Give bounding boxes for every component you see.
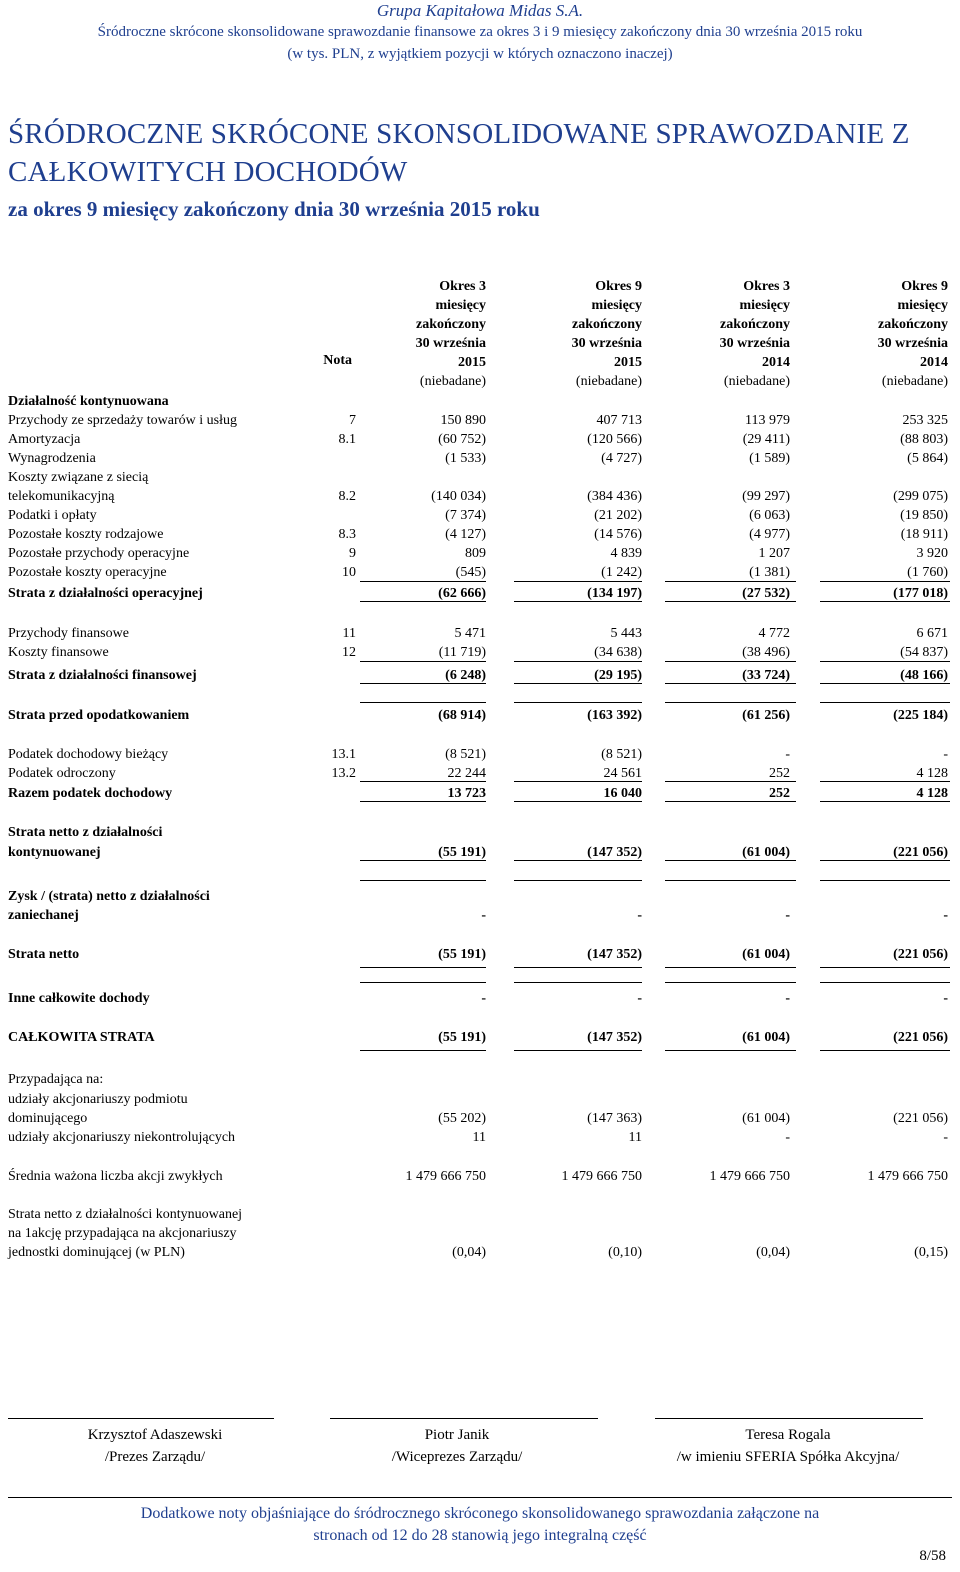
column-header-text: 30 września: [415, 336, 486, 351]
row-label: dominującego: [8, 1111, 88, 1126]
value-q3-2014: (61 256): [742, 708, 790, 723]
row-label: Koszty finansowe: [8, 645, 109, 660]
total-rule: [360, 661, 486, 662]
column-header-text: 2015: [458, 355, 486, 370]
value-q3-2014: (61 004): [742, 947, 790, 962]
value-9m-2014: -: [943, 1130, 948, 1145]
currency-note: (w tys. PLN, z wyjątkiem pozycji w których oznaczono inaczej): [287, 46, 673, 62]
table-row: [0, 989, 960, 1008]
total-rule: [665, 781, 796, 782]
table-row: [0, 411, 960, 430]
signatory-name-1: Krzysztof Adaszewski: [87, 1427, 223, 1443]
value-9m-2014: (221 056): [893, 1030, 948, 1045]
row-label: Wynagrodzenia: [8, 451, 96, 466]
table-row: [0, 624, 960, 643]
row-note: 13.1: [331, 747, 356, 762]
value-q3-2014: (99 297): [742, 489, 790, 504]
total-rule: [820, 781, 950, 782]
value-q3-2014: (1 589): [749, 451, 790, 466]
table-row: [0, 1090, 960, 1109]
value-q3-2014: (1 381): [749, 565, 790, 580]
table-row: [0, 1224, 960, 1243]
section-label: Działalność kontynuowana: [8, 394, 169, 409]
value-9m-2015: (21 202): [594, 508, 642, 523]
value-9m-2015: (1 242): [601, 565, 642, 580]
total-rule: [665, 967, 796, 968]
value-9m-2015: -: [637, 991, 642, 1006]
report-description: Śródroczne skrócone skonsolidowane sprawozdanie finansowe za okres 3 i 9 miesięcy zakończony dnia 30 września 2015 roku: [97, 24, 863, 40]
value-9m-2014: -: [943, 908, 948, 923]
total-rule: [360, 781, 486, 782]
total-rule: [665, 982, 796, 983]
total-rule: [514, 581, 642, 582]
value-9m-2014: (221 056): [893, 1111, 948, 1126]
value-9m-2014: (48 166): [900, 668, 948, 683]
value-q3-2015: (11 719): [438, 645, 486, 660]
total-rule: [514, 982, 642, 983]
value-9m-2014: 6 671: [916, 626, 948, 641]
value-q3-2015: (0,04): [452, 1245, 486, 1260]
value-q3-2015: (68 914): [438, 708, 486, 723]
value-9m-2015: (147 352): [587, 845, 642, 860]
column-header-text: zakończony: [878, 317, 948, 332]
value-q3-2014: (4 977): [749, 527, 790, 542]
total-rule: [665, 581, 796, 582]
value-q3-2015: (55 191): [438, 845, 486, 860]
column-header-text: miesięcy: [591, 298, 642, 313]
row-label: Pozostałe przychody operacyjne: [8, 546, 190, 561]
page-number: 8/58: [919, 1548, 946, 1564]
value-q3-2015: (140 034): [431, 489, 486, 504]
column-header-2: [508, 277, 642, 391]
value-q3-2015: (55 191): [438, 947, 486, 962]
value-q3-2014: 1 479 666 750: [709, 1169, 790, 1184]
value-9m-2014: 253 325: [902, 413, 948, 428]
row-label: Przychody ze sprzedaży towarów i usług: [8, 413, 237, 428]
value-9m-2015: (120 566): [587, 432, 642, 447]
total-rule: [820, 581, 950, 582]
table-row: [0, 525, 960, 544]
row-label: Koszty związane z siecią: [8, 470, 149, 485]
value-9m-2015: (4 727): [601, 451, 642, 466]
value-9m-2015: (147 352): [587, 947, 642, 962]
value-q3-2014: (61 004): [742, 1111, 790, 1126]
total-rule: [360, 967, 486, 968]
total-rule: [514, 1050, 642, 1051]
total-rule: [360, 860, 486, 861]
value-q3-2014: 113 979: [745, 413, 790, 428]
value-q3-2014: -: [785, 908, 790, 923]
total-rule: [665, 860, 796, 861]
value-9m-2014: (221 056): [893, 845, 948, 860]
row-label: Średnia ważona liczba akcji zwykłych: [8, 1169, 223, 1184]
row-label: Strata netto z działalności kontynuowanej: [8, 1207, 243, 1222]
row-note: 12: [342, 645, 356, 660]
column-header-text: 30 września: [719, 336, 790, 351]
value-9m-2014: 3 920: [916, 546, 948, 561]
row-label: Przypadająca na:: [8, 1072, 104, 1087]
value-q3-2014: -: [785, 747, 790, 762]
row-label: Zysk / (strata) netto z działalności: [8, 889, 210, 904]
value-q3-2015: 13 723: [447, 786, 486, 801]
row-label: Przychody finansowe: [8, 626, 129, 641]
value-q3-2014: 252: [769, 766, 790, 781]
column-header-3: [656, 277, 790, 391]
value-q3-2015: 22 244: [447, 766, 486, 781]
table-row: [0, 544, 960, 563]
row-note: 7: [349, 413, 356, 428]
statement-title-line2: CAŁKOWITYCH DOCHODÓW: [8, 156, 408, 188]
signature-line-3: [655, 1418, 923, 1419]
total-rule: [820, 702, 950, 703]
column-header-text: Okres 9: [901, 279, 948, 294]
footer-note-line1: Dodatkowe noty objaśniające do śródrocznego skróconego skonsolidowanego sprawozdania załączone na: [140, 1505, 820, 1522]
total-rule: [514, 683, 642, 684]
row-label: Strata netto z działalności: [8, 825, 163, 840]
total-rule: [665, 880, 796, 881]
column-header-text: Okres 3: [439, 279, 486, 294]
signature-line-2: [330, 1418, 598, 1419]
row-note: 8.1: [338, 432, 356, 447]
value-q3-2015: -: [481, 908, 486, 923]
column-header-text: (niebadane): [723, 374, 790, 389]
total-rule: [665, 661, 796, 662]
total-rule: [820, 967, 950, 968]
value-q3-2015: 150 890: [440, 413, 486, 428]
value-q3-2015: (60 752): [438, 432, 486, 447]
value-9m-2015: 407 713: [596, 413, 642, 428]
value-q3-2014: 252: [769, 786, 790, 801]
column-header-text: 2014: [920, 355, 948, 370]
value-q3-2014: 4 772: [758, 626, 790, 641]
section-heading: [0, 392, 960, 411]
row-note: 11: [342, 626, 356, 641]
value-q3-2015: (1 533): [445, 451, 486, 466]
table-row: [0, 1028, 960, 1047]
signatory-role-2: /Wiceprezes Zarządu/: [391, 1449, 523, 1465]
value-q3-2015: (7 374): [445, 508, 486, 523]
table-row: [0, 1167, 960, 1186]
column-header-1: [352, 277, 486, 391]
value-q3-2015: 1 479 666 750: [405, 1169, 486, 1184]
total-rule: [360, 601, 486, 602]
total-rule: [514, 702, 642, 703]
row-label: telekomunikacyjną: [8, 489, 115, 504]
table-row: [0, 1243, 960, 1262]
column-header-text: zakończony: [720, 317, 790, 332]
value-9m-2014: -: [943, 747, 948, 762]
column-header-text: (niebadane): [575, 374, 642, 389]
total-rule: [820, 661, 950, 662]
row-label: Strata netto: [8, 947, 80, 962]
table-row: [0, 430, 960, 449]
table-row: [0, 823, 960, 842]
row-note: 8.3: [338, 527, 356, 542]
value-q3-2014: 1 207: [758, 546, 790, 561]
total-rule: [360, 1050, 486, 1051]
total-rule: [514, 880, 642, 881]
column-header-text: Okres 3: [743, 279, 790, 294]
total-rule: [360, 880, 486, 881]
column-header-text: 30 września: [877, 336, 948, 351]
value-q3-2014: (33 724): [742, 668, 790, 683]
row-label: Podatki i opłaty: [8, 508, 97, 523]
footer-note-line2: stronach od 12 do 28 stanowią jego integralną część: [313, 1527, 647, 1544]
company-name: Grupa Kapitałowa Midas S.A.: [376, 1, 584, 20]
row-label: udziały akcjonariuszy niekontrolujących: [8, 1130, 236, 1145]
value-9m-2015: 16 040: [603, 786, 642, 801]
signatory-role-1: /Prezes Zarządu/: [104, 1449, 206, 1465]
table-row: [0, 468, 960, 487]
value-9m-2014: (225 184): [893, 708, 948, 723]
row-label: Podatek odroczony: [8, 766, 116, 781]
value-q3-2014: -: [785, 1130, 790, 1145]
value-9m-2015: (147 363): [587, 1111, 642, 1126]
value-9m-2014: (0,15): [914, 1245, 948, 1260]
value-q3-2015: (62 666): [438, 586, 486, 601]
value-q3-2015: (4 127): [445, 527, 486, 542]
value-9m-2015: 4 839: [610, 546, 642, 561]
table-row: [0, 745, 960, 764]
row-note: 9: [349, 546, 356, 561]
row-label: Strata przed opodatkowaniem: [8, 708, 190, 723]
value-9m-2014: (88 803): [900, 432, 948, 447]
total-rule: [360, 702, 486, 703]
statement-period: za okres 9 miesięcy zakończony dnia 30 września 2015 roku: [8, 197, 540, 221]
value-9m-2015: (0,10): [608, 1245, 642, 1260]
table-row: [0, 887, 960, 906]
total-rule: [820, 601, 950, 602]
total-rule: [514, 781, 642, 782]
total-rule: [514, 967, 642, 968]
value-q3-2014: -: [785, 991, 790, 1006]
value-q3-2015: (8 521): [445, 747, 486, 762]
row-label: na 1akcję przypadająca na akcjonariuszy: [8, 1226, 237, 1241]
row-label: Pozostałe koszty operacyjne: [8, 565, 167, 580]
table-row: [0, 706, 960, 725]
total-rule: [820, 982, 950, 983]
column-header-text: 30 września: [571, 336, 642, 351]
value-9m-2014: (54 837): [900, 645, 948, 660]
value-9m-2015: 1 479 666 750: [561, 1169, 642, 1184]
value-9m-2014: (18 911): [900, 527, 948, 542]
row-label: Podatek dochodowy bieżący: [8, 747, 169, 762]
total-rule: [665, 702, 796, 703]
value-q3-2014: (61 004): [742, 845, 790, 860]
row-label: Razem podatek dochodowy: [8, 786, 173, 801]
signatory-role-3: /w imieniu SFERIA Spółka Akcyjna/: [676, 1449, 900, 1465]
value-9m-2015: (29 195): [594, 668, 642, 683]
value-q3-2014: (0,04): [756, 1245, 790, 1260]
row-label: kontynuowanej: [8, 845, 101, 860]
row-label: jednostki dominującej (w PLN): [8, 1245, 185, 1260]
table-row: [0, 487, 960, 506]
column-header-text: zakończony: [572, 317, 642, 332]
value-9m-2015: 11: [628, 1130, 642, 1145]
value-9m-2015: (34 638): [594, 645, 642, 660]
value-9m-2015: (147 352): [587, 1030, 642, 1045]
value-q3-2014: (29 411): [742, 432, 790, 447]
total-rule: [514, 860, 642, 861]
value-9m-2014: 1 479 666 750: [867, 1169, 948, 1184]
table-row: [0, 1128, 960, 1147]
column-header-text: Okres 9: [595, 279, 642, 294]
table-row: [0, 449, 960, 468]
total-rule: [820, 880, 950, 881]
value-9m-2015: -: [637, 908, 642, 923]
row-label: Amortyzacja: [8, 432, 81, 447]
row-note: 10: [342, 565, 356, 580]
value-q3-2015: (545): [455, 565, 486, 580]
value-q3-2014: (27 532): [742, 586, 790, 601]
column-header-text: miesięcy: [897, 298, 948, 313]
value-9m-2015: (134 197): [587, 586, 642, 601]
total-rule: [360, 801, 486, 802]
value-q3-2015: 5 471: [454, 626, 486, 641]
value-9m-2015: (14 576): [594, 527, 642, 542]
value-9m-2014: (221 056): [893, 947, 948, 962]
nota-header: Nota: [323, 353, 352, 368]
value-q3-2015: (55 191): [438, 1030, 486, 1045]
table-row: [0, 906, 960, 925]
table-row: [0, 1205, 960, 1224]
total-rule: [514, 601, 642, 602]
value-q3-2015: 11: [472, 1130, 486, 1145]
row-label: CAŁKOWITA STRATA: [8, 1030, 155, 1045]
total-rule: [665, 801, 796, 802]
value-9m-2014: (177 018): [893, 586, 948, 601]
signatory-name-3: Teresa Rogala: [745, 1427, 831, 1443]
total-rule: [665, 683, 796, 684]
total-rule: [820, 860, 950, 861]
total-rule: [820, 683, 950, 684]
total-rule: [514, 801, 642, 802]
row-label: Pozostałe koszty rodzajowe: [8, 527, 164, 542]
table-row: [0, 945, 960, 964]
column-header-text: 2014: [762, 355, 790, 370]
total-rule: [360, 683, 486, 684]
footer-divider: [8, 1497, 952, 1498]
value-q3-2014: (61 004): [742, 1030, 790, 1045]
statement-title-line1: ŚRÓDROCZNE SKRÓCONE SKONSOLIDOWANE SPRAWOZDANIE Z: [8, 118, 910, 150]
row-label: udziały akcjonariuszy podmiotu: [8, 1092, 188, 1107]
column-header-text: miesięcy: [435, 298, 486, 313]
value-q3-2015: 809: [465, 546, 486, 561]
row-note: 13.2: [331, 766, 356, 781]
total-rule: [820, 1050, 950, 1051]
value-9m-2015: (8 521): [601, 747, 642, 762]
column-header-text: miesięcy: [739, 298, 790, 313]
value-9m-2015: 5 443: [610, 626, 642, 641]
value-9m-2014: (5 864): [907, 451, 948, 466]
column-header-text: 2015: [614, 355, 642, 370]
value-q3-2014: (38 496): [742, 645, 790, 660]
value-9m-2014: -: [943, 991, 948, 1006]
row-label: Strata z działalności finansowej: [8, 668, 197, 683]
row-note: 8.2: [338, 489, 356, 504]
total-rule: [820, 801, 950, 802]
table-row: [0, 506, 960, 525]
table-row: [0, 1109, 960, 1128]
value-q3-2014: (6 063): [749, 508, 790, 523]
value-q3-2015: -: [481, 991, 486, 1006]
signature-line-1: [8, 1418, 274, 1419]
value-9m-2015: (163 392): [587, 708, 642, 723]
value-q3-2015: (55 202): [438, 1111, 486, 1126]
total-rule: [665, 1050, 796, 1051]
table-row: [0, 1070, 960, 1089]
total-rule: [665, 601, 796, 602]
value-9m-2014: 4 128: [916, 786, 948, 801]
value-9m-2015: (384 436): [587, 489, 642, 504]
row-label: Inne całkowite dochody: [8, 991, 150, 1006]
table-row: [0, 563, 960, 582]
value-9m-2014: (1 760): [907, 565, 948, 580]
row-label: Strata z działalności operacyjnej: [8, 586, 203, 601]
total-rule: [514, 661, 642, 662]
value-9m-2015: 24 561: [603, 766, 642, 781]
column-header-text: zakończony: [416, 317, 486, 332]
column-header-text: (niebadane): [881, 374, 948, 389]
column-header-text: (niebadane): [419, 374, 486, 389]
total-rule: [360, 581, 486, 582]
value-9m-2014: (299 075): [893, 489, 948, 504]
table-row: [0, 643, 960, 662]
signatory-name-2: Piotr Janik: [424, 1427, 490, 1443]
row-label: zaniechanej: [8, 908, 79, 923]
value-9m-2014: (19 850): [900, 508, 948, 523]
value-q3-2015: (6 248): [445, 668, 486, 683]
total-rule: [360, 982, 486, 983]
value-9m-2014: 4 128: [916, 766, 948, 781]
column-header-4: [814, 277, 948, 391]
